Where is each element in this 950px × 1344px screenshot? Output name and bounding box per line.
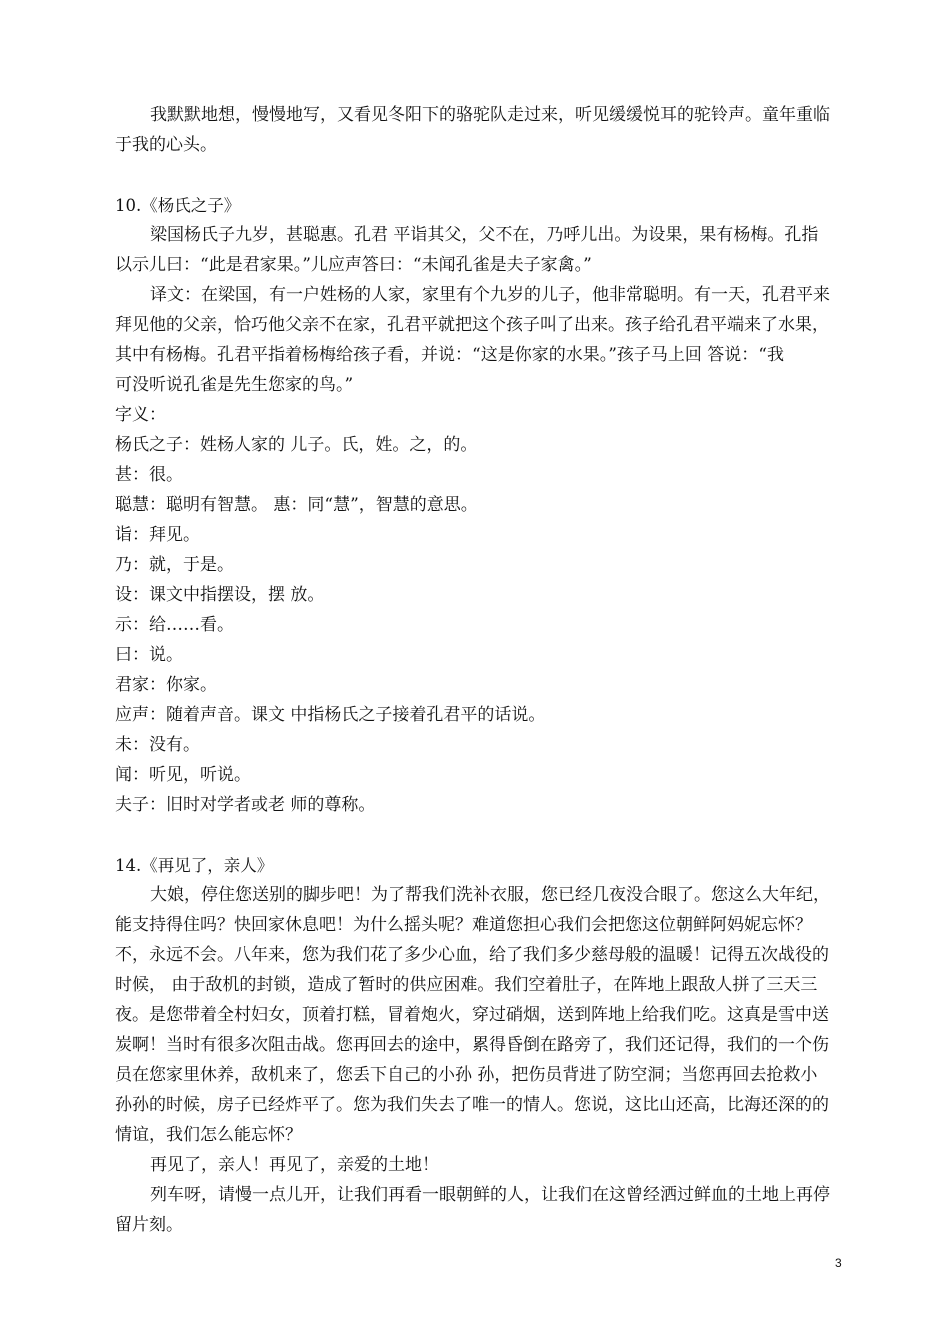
section-14-paragraph-line-7: 员在您家里休养，敌机来了，您丢下自己的小孙 孙，把伤员背进了防空洞；当您再回去抢救小 (115, 1065, 818, 1085)
section-14-train-line-2: 留片刻。 (115, 1215, 183, 1235)
section-10-translation-line-2: 拜见他的父亲，恰巧他父亲不在家，孔君平就把这个孩子叫了出来。孩子给孔君平端来了水果， (115, 315, 829, 335)
section-14-paragraph-line-4: 时候， 由于敌机的封锁，造成了暂时的供应困难。我们空着肚子，在阵地上跟敌人拼了三天三 (115, 975, 818, 995)
glossary-item: 乃：就，于是。 (115, 555, 234, 575)
section-14-farewell-line: 再见了，亲人！再见了，亲爱的土地！ (150, 1155, 439, 1175)
glossary-item: 诣：拜见。 (115, 525, 200, 545)
section-14-paragraph-line-6: 炭啊！当时有很多次阻击战。您再回去的途中，累得昏倒在路旁了，我们还记得，我们的一个伤 (115, 1035, 829, 1055)
section-10-translation-line-4: 可没听说孔雀是先生您家的鸟。” (115, 375, 354, 395)
glossary-item: 聪慧：聪明有智慧。 惠：同“慧”，智慧的意思。 (115, 495, 478, 515)
glossary-item: 夫子：旧时对学者或老 师的尊称。 (115, 795, 376, 815)
glossary-item: 示：给……看。 (115, 615, 234, 635)
glossary-item: 君家：你家。 (115, 675, 217, 695)
section-14-paragraph-line-5: 夜。是您带着全村妇女，顶着打糕，冒着炮火，穿过硝烟，送到阵地上给我们吃。这真是雪中送 (115, 1005, 829, 1025)
section-14-paragraph-line-9: 情谊，我们怎么能忘怀？ (115, 1125, 302, 1145)
intro-line-1: 我默默地想，慢慢地写，又看见冬阳下的骆驼队走过来，听见缓缓悦耳的驼铃声。童年重临 (150, 105, 830, 125)
section-14-paragraph-line-2: 能支持得住吗？快回家休息吧！为什么摇头呢？难道您担心我们会把您这位朝鲜阿妈妮忘怀？ (115, 915, 812, 935)
intro-line-2: 于我的心头。 (115, 135, 217, 155)
section-14-train-line-1: 列车呀，请慢一点儿开，让我们再看一眼朝鲜的人，让我们在这曾经洒过鲜血的土地上再停 (150, 1185, 830, 1205)
glossary-item: 甚：很。 (115, 465, 183, 485)
section-14-paragraph-line-3: 不，永远不会。八年来，您为我们花了多少心血，给了我们多少慈母般的温暖！记得五次战役的 (115, 945, 829, 965)
section-10-original-line-2: 以示儿曰：“此是君家果。”儿应声答曰：“未闻孔雀是夫子家禽。” (115, 255, 592, 275)
glossary-item: 闻：听见，听说。 (115, 765, 251, 785)
section-10-translation-line-3: 其中有杨梅。孔君平指着杨梅给孩子看，并说：“这是你家的水果。”孩子马上回 答说：“我 (115, 345, 784, 365)
page-number: 3 (835, 1256, 842, 1270)
section-10-heading: 10.《杨氏之子》 (115, 196, 241, 215)
glossary-item: 设：课文中指摆设，摆 放。 (115, 585, 325, 605)
glossary-title: 字义： (115, 405, 166, 425)
section-14-heading: 14.《再见了，亲人》 (115, 856, 274, 875)
glossary-item: 应声：随着声音。课文 中指杨氏之子接着孔君平的话说。 (115, 705, 546, 725)
section-14-paragraph-line-1: 大娘，停住您送别的脚步吧！为了帮我们洗补衣服，您已经几夜没合眼了。您这么大年纪， (150, 885, 830, 905)
section-14-paragraph-line-8: 孙孙的时候，房子已经炸平了。您为我们失去了唯一的情人。您说，这比山还高，比海还深的的 (115, 1095, 829, 1115)
glossary-item: 曰：说。 (115, 645, 183, 665)
glossary-item: 杨氏之子：姓杨人家的 儿子。氏，姓。之，的。 (115, 435, 478, 455)
section-10-original-line-1: 梁国杨氏子九岁，甚聪惠。孔君 平诣其父，父不在，乃呼儿出。为设果，果有杨梅。孔指 (150, 225, 819, 245)
glossary-item: 未：没有。 (115, 735, 200, 755)
section-10-translation-line-1: 译文：在梁国，有一户姓杨的人家，家里有个九岁的儿子，他非常聪明。有一天，孔君平来 (150, 285, 830, 305)
